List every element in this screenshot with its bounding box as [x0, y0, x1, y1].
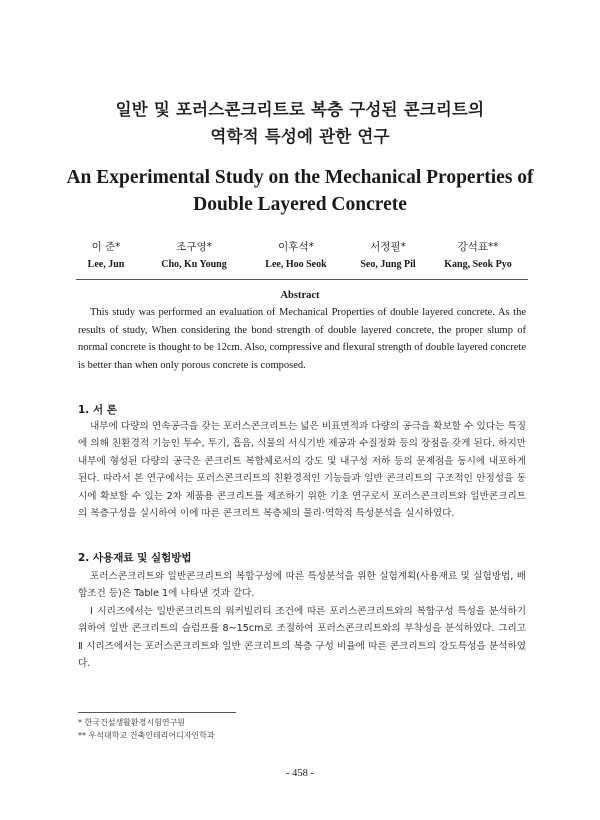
english-title-line-1: An Experimental Study on the Mechanical Properties of	[66, 167, 534, 188]
author-name-korean: 서정필*	[370, 241, 406, 253]
author-name-english: Seo, Jung Pil	[360, 259, 416, 270]
section-heading: 2. 사용재료 및 실험방법	[78, 552, 192, 564]
title-divider	[76, 279, 528, 280]
korean-title	[0, 96, 600, 150]
english-title	[0, 164, 600, 218]
body-paragraph: 포러스콘크리트와 일반콘크리트의 복합구성에 따른 특성분석을 위한 실험계획(사용재료 및 실험방법, 배합조건 등)은 Table 1에 나타낸 것과 같다.	[78, 571, 526, 600]
page-number: - 458 -	[286, 768, 314, 779]
abstract-text: This study was performed an evaluation of Mechanical Properties of double layered concrete. As the results of study, When considering the bond strength of double layered concrete, the proper slump of normal concrete is thought to be 12cm. Also, compressive and flexural strength of double layered concrete is better than when only porous concrete is composed.	[78, 307, 526, 371]
abstract-heading: Abstract	[280, 290, 320, 301]
author	[76, 239, 136, 273]
english-title-line-2: Double Layered Concrete	[193, 194, 407, 215]
footnote: ** 우석대학교 건축인테리어디자인학과	[78, 731, 215, 740]
author-name-korean: 조구영*	[176, 241, 212, 253]
footnote: * 한국건설생활환경시험연구원	[78, 718, 186, 727]
korean-title-line-2: 역학적 특성에 관한 연구	[210, 127, 390, 146]
korean-title-line-1: 일반 및 포러스콘크리트로 복층 구성된 콘크리트의	[115, 100, 485, 119]
section-heading: 1. 서 론	[78, 404, 117, 416]
author-name-english: Cho, Ku Young	[161, 259, 227, 270]
author-name-korean: 이후석*	[278, 241, 314, 253]
author	[428, 239, 528, 273]
author-name-english: Lee, Hoo Seok	[265, 259, 327, 270]
author-name-korean: 이 준*	[91, 241, 121, 253]
author-name-korean: 강석표**	[457, 241, 499, 253]
author	[144, 239, 244, 273]
footnote-divider	[78, 712, 236, 713]
author	[338, 239, 438, 273]
body-paragraph: Ⅰ 시리즈에서는 일반콘크리트의 워커빌리티 조건에 따른 포러스콘크리트와의 복합구성 특성을 분석하기 위하여 일반 콘크리트의 슬럼프를 8~15cm로 조절하여 포러스콘크리트와의 부착성을 분석하였다. 그리고 Ⅱ 시리즈에서는 포러스콘크리트와 일반 콘크리트의 복층 구성 비율에 따른 콘크리트의 강도특성을 분석하였다.	[78, 606, 526, 670]
author-name-english: Kang, Seok Pyo	[444, 259, 512, 270]
author	[246, 239, 346, 273]
author-name-english: Lee, Jun	[87, 259, 125, 270]
body-paragraph: 내부에 다량의 연속공극을 갖는 포러스콘크리트는 넓은 비표면적과 다량의 공극을 확보할 수 있다는 특징에 의해 친환경적 기능인 투수, 투기, 흡음, 식물의 서식기반 제공과 수질정화 등의 장점을 갖게 된다. 하지만 내부에 형성된 다량의 공극은 콘크리트 복합체로서의 강도 및 내구성 저하 등의 문제점을 동시에 내포하게 된다. 따라서 본 연구에서는 포러스콘크리트의 친환경적인 기능들과 일반 콘크리트의 구조적인 안정성을 동시에 확보할 수 있는 2차 제품용 콘크리트를 제조하기 위한 기초 연구로서 포러스콘크리트와 일반콘크리트의 복층구성을 실시하여 이에 따른 콘크리트 복층체의 물리·역학적 특성분석을 실시하였다.	[78, 421, 526, 520]
